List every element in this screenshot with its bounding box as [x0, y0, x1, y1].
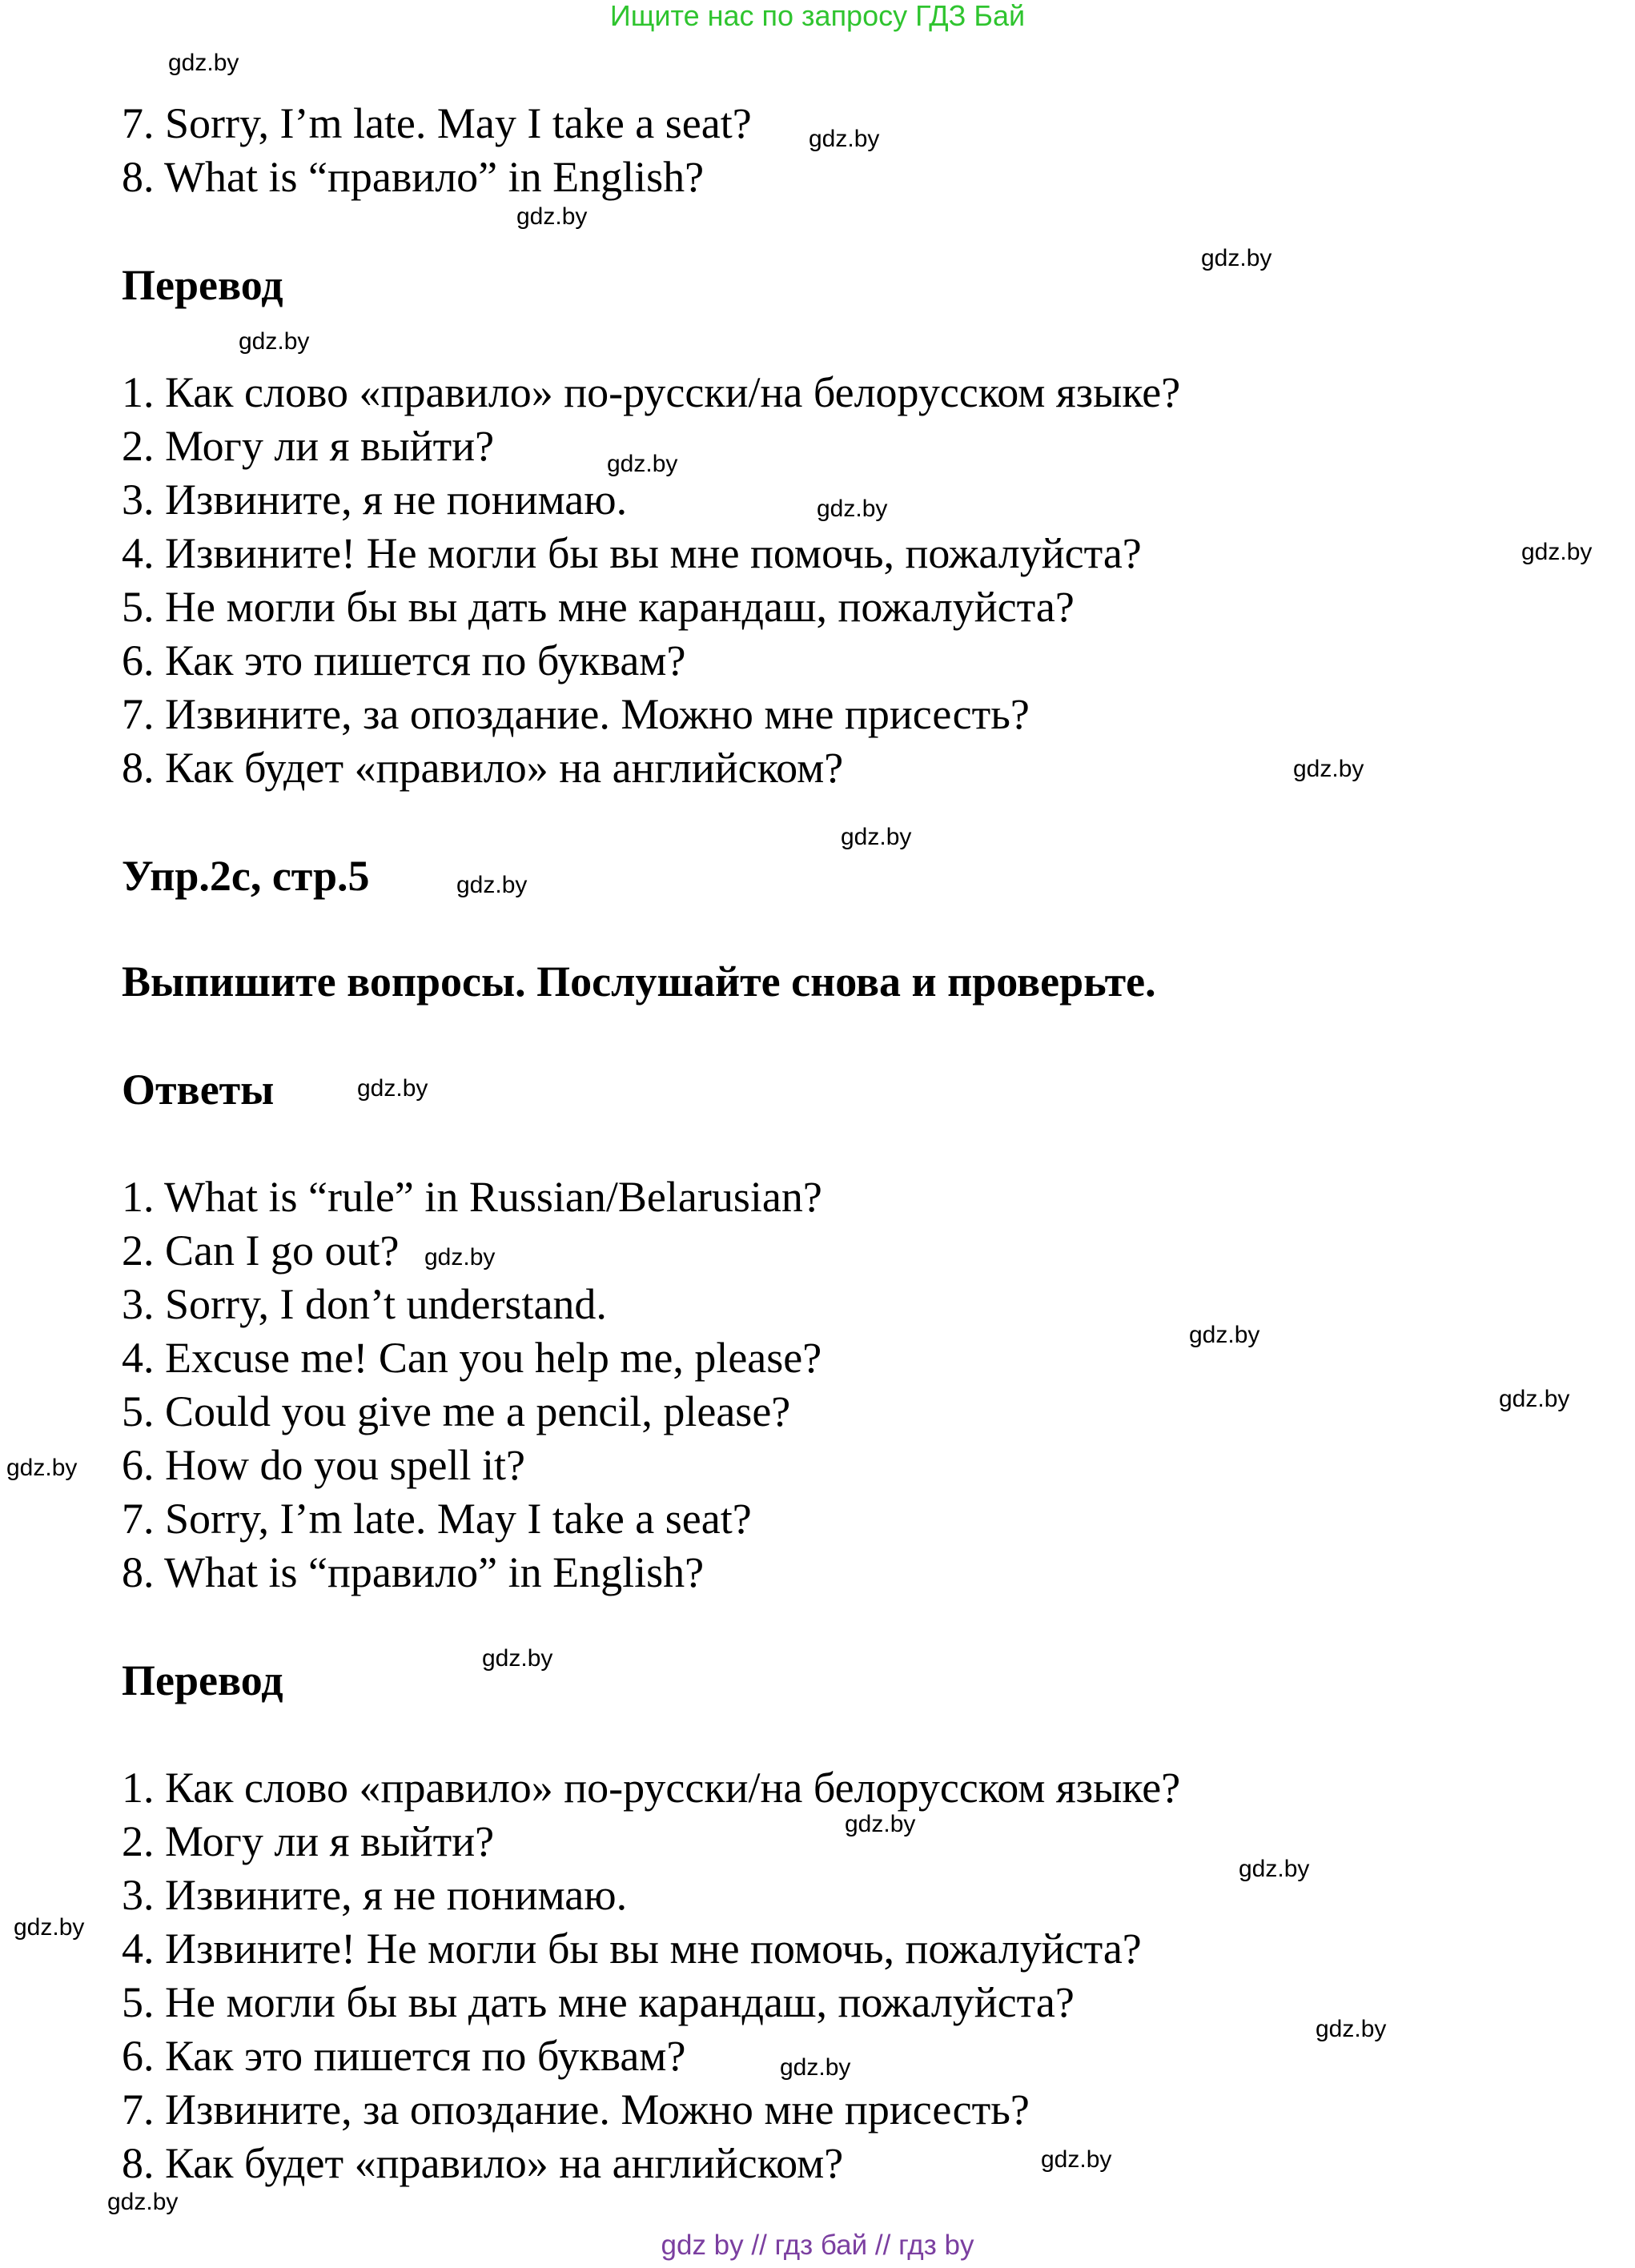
answers-heading: Ответы	[122, 1066, 275, 1114]
watermark: gdz.by	[168, 50, 239, 76]
footer-banner: gdz by // гдз бай // гдз by	[661, 2230, 974, 2261]
translation-line: 6. Как это пишется по буквам?	[122, 636, 686, 684]
header-banner: Ищите нас по запросу ГДЗ Бай	[609, 0, 1026, 32]
watermark: gdz.by	[845, 1811, 916, 1837]
watermark: gdz.by	[6, 1455, 78, 1481]
watermark: gdz.by	[456, 872, 528, 898]
watermark: gdz.by	[424, 1244, 496, 1270]
translation-line: 7. Извините, за опоздание. Можно мне присесть?	[122, 2085, 1030, 2134]
answer-line: 2. Can I go out?	[122, 1226, 400, 1274]
answer-line: 7. Sorry, I’m late. May I take a seat?	[122, 99, 752, 147]
answer-line: 1. What is “rule” in Russian/Belarusian?	[122, 1173, 822, 1221]
translation-line: 4. Извините! Не могли бы вы мне помочь, пожалуйста?	[122, 1925, 1142, 1973]
exercise-title: Упр.2с, стр.5	[122, 852, 370, 900]
answer-line: 5. Could you give me a pencil, please?	[122, 1387, 791, 1435]
answer-line: 6. How do you spell it?	[122, 1441, 525, 1489]
translation-line: 7. Извините, за опоздание. Можно мне присесть?	[122, 690, 1030, 738]
answer-line: 3. Sorry, I don’t understand.	[122, 1280, 607, 1328]
exercise-instruction: Выпишите вопросы. Послушайте снова и проверьте.	[122, 957, 1156, 1006]
watermark: gdz.by	[1499, 1386, 1570, 1412]
watermark: gdz.by	[1041, 2146, 1112, 2173]
watermark: gdz.by	[841, 824, 912, 850]
translation-line: 1. Как слово «правило» по-русски/на белорусском языке?	[122, 368, 1181, 416]
answer-line: 7. Sorry, I’m late. May I take a seat?	[122, 1495, 752, 1543]
translation-line: 1. Как слово «правило» по-русски/на белорусском языке?	[122, 1764, 1181, 1812]
watermark: gdz.by	[817, 496, 888, 522]
watermark: gdz.by	[14, 1914, 85, 1941]
watermark: gdz.by	[357, 1075, 428, 1102]
watermark: gdz.by	[607, 451, 678, 477]
translation-line: 5. Не могли бы вы дать мне карандаш, пожалуйста?	[122, 1978, 1075, 2026]
watermark: gdz.by	[239, 328, 310, 355]
answer-line: 4. Excuse me! Can you help me, please?	[122, 1334, 822, 1382]
answer-line: 8. What is “правило” in English?	[122, 153, 705, 201]
translation-line: 6. Как это пишется по буквам?	[122, 2032, 686, 2080]
watermark: gdz.by	[1189, 1322, 1260, 1348]
watermark: gdz.by	[516, 203, 588, 230]
watermark: gdz.by	[809, 126, 880, 152]
translation-line: 8. Как будет «правило» на английском?	[122, 2139, 844, 2187]
translation-line: 2. Могу ли я выйти?	[122, 1817, 495, 1865]
translation-line: 4. Извините! Не могли бы вы мне помочь, пожалуйста?	[122, 529, 1142, 577]
translation-line: 8. Как будет «правило» на английском?	[122, 744, 844, 792]
watermark: gdz.by	[780, 2054, 851, 2081]
answer-line: 8. What is “правило” in English?	[122, 1548, 705, 1596]
watermark: gdz.by	[1239, 1856, 1310, 1882]
watermark: gdz.by	[1293, 756, 1364, 782]
watermark: gdz.by	[482, 1645, 553, 1672]
watermark: gdz.by	[1316, 2016, 1387, 2042]
watermark: gdz.by	[1201, 245, 1272, 271]
translation-heading: Перевод	[122, 261, 283, 309]
translation-line: 2. Могу ли я выйти?	[122, 422, 495, 470]
translation-line: 5. Не могли бы вы дать мне карандаш, пожалуйста?	[122, 583, 1075, 631]
watermark: gdz.by	[1521, 539, 1593, 565]
translation-line: 3. Извините, я не понимаю.	[122, 476, 628, 524]
translation-heading: Перевод	[122, 1656, 283, 1704]
translation-line: 3. Извините, я не понимаю.	[122, 1871, 628, 1919]
watermark: gdz.by	[107, 2189, 179, 2215]
